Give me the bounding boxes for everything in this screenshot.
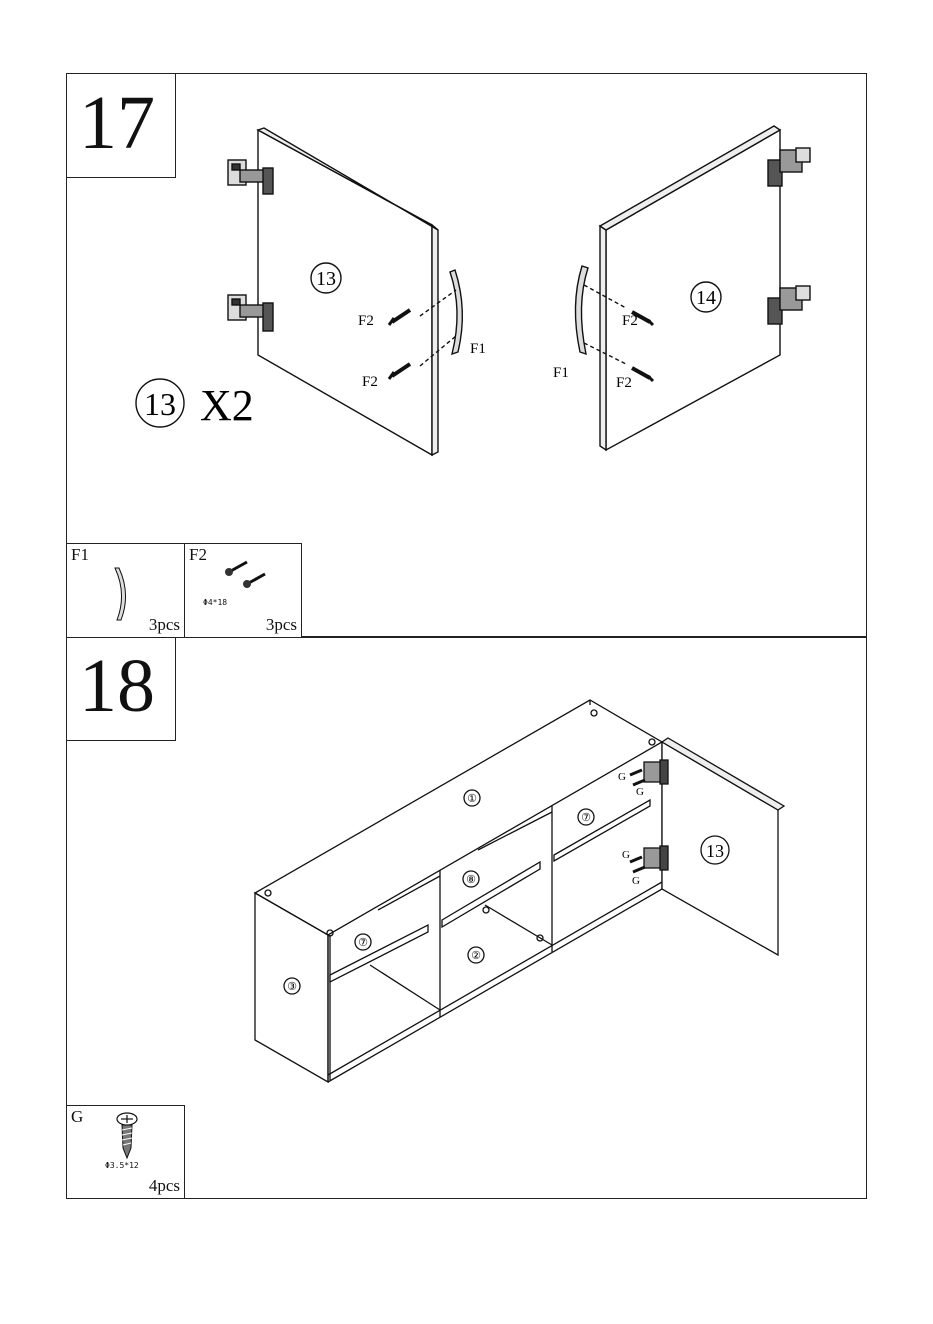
panel-label-14: 14 (696, 287, 716, 309)
callout-f2-left-bottom: F2 (362, 374, 378, 390)
step-17-number: 17 (79, 81, 155, 165)
callout-f1-right: F1 (553, 365, 569, 381)
label-side-panel: ③ (287, 981, 297, 993)
label-shelf-mid: ⑧ (466, 874, 476, 886)
panel-label-13: 13 (316, 268, 336, 290)
part-box-f2 (184, 543, 302, 638)
part-box-g (66, 1105, 185, 1199)
part-code-f2: F2 (189, 545, 207, 564)
part-qty-f2: 3pcs (265, 615, 297, 634)
part-spec-g: Φ3.5*12 (105, 1161, 139, 1170)
step-18-number: 18 (79, 644, 155, 728)
cabinet-top-panel (255, 700, 662, 935)
handle-part-icon (107, 564, 137, 624)
part-box-f1 (66, 543, 185, 638)
handle-f1-right-icon (575, 266, 588, 354)
callout-f2-left-top: F2 (358, 313, 374, 329)
part-code-f1: F1 (71, 545, 89, 564)
part-qty-g: 4pcs (148, 1176, 180, 1195)
door-panel-14 (600, 126, 780, 450)
callout-g1: G (618, 771, 626, 783)
callout-g3: G (622, 849, 630, 861)
door-panel-13 (258, 128, 438, 455)
label-shelf-left: ⑦ (358, 937, 368, 949)
wood-screw-part-icon (115, 1112, 139, 1160)
multiplier-text: X2 (200, 381, 254, 430)
label-door-13: 13 (706, 841, 724, 861)
label-bottom-panel: ② (471, 950, 481, 962)
callout-g4: G (632, 875, 640, 887)
hinge-cabinet-bottom-icon (644, 846, 668, 870)
multiplier-circle-label: 13 (144, 386, 176, 422)
label-shelf-right: ⑦ (581, 812, 591, 824)
handle-f1-left-icon (450, 270, 462, 354)
callout-f2-right-top: F2 (622, 313, 638, 329)
part-qty-f1: 3pcs (148, 615, 180, 634)
callout-f2-right-bottom: F2 (616, 375, 632, 391)
callout-f1-left: F1 (470, 341, 486, 357)
part-code-g: G (71, 1107, 84, 1126)
screw-part-icon (215, 554, 275, 594)
hinge-cabinet-top-icon (644, 760, 668, 784)
label-top-panel: ① (467, 793, 477, 805)
part-spec-f2: Φ4*18 (203, 598, 228, 607)
callout-g2: G (636, 786, 644, 798)
